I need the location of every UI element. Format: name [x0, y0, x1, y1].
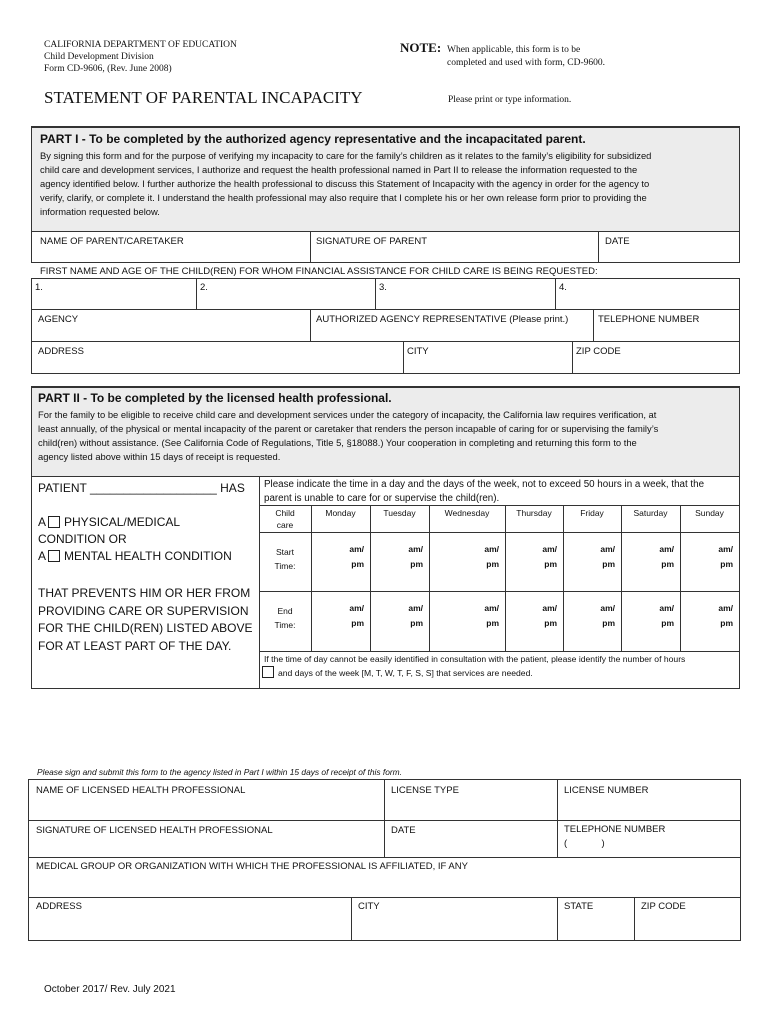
part2-line: least annually, of the physical or mental incapacity of the parent or caretaker that renders the person incapable of caring for or supervising the family’s: [38, 423, 659, 434]
schedule-intro-1: Please indicate the time in a day and the days of the week, not to exceed 50 hours in a week, that the: [264, 479, 705, 490]
professional-zip-field[interactable]: ZIP CODE: [641, 901, 686, 912]
medical-group-field[interactable]: MEDICAL GROUP OR ORGANIZATION WITH WHICH THE PROFESSIONAL IS AFFILIATED, IF ANY: [36, 861, 468, 872]
part1-line: By signing this form and for the purpose of verifying my incapacity to care for the family’s children as it relates to the family’s eligibility for subsidized: [40, 150, 652, 161]
professional-address-field[interactable]: ADDRESS: [36, 901, 82, 912]
part1-line: agency identified below. I further authorize the health professional to discuss this Statement of Incapacity with the agency in order for the agency to: [40, 178, 650, 189]
physical-checkbox[interactable]: [48, 516, 60, 528]
child-field-1[interactable]: 1.: [35, 282, 43, 293]
child-field-2[interactable]: 2.: [200, 282, 208, 293]
hours-checkbox[interactable]: [262, 666, 274, 678]
print-note: Please print or type information.: [448, 95, 572, 105]
day-header: Wednesday: [444, 508, 490, 518]
page-title: STATEMENT OF PARENTAL INCAPACITY: [44, 88, 363, 107]
phone-area-code[interactable]: ( ): [564, 838, 605, 849]
part2-line: For the family to be eligible to receive child care and development services under the category of incapacity, the California law requires verification, at: [38, 409, 657, 420]
part1-line: information requested below.: [40, 206, 160, 217]
start-time-wednesday[interactable]: am/ pm: [484, 544, 499, 569]
revision-footer: October 2017/ Rev. July 2021: [44, 984, 176, 995]
end-time-label: End Time:: [274, 606, 296, 630]
physical-condition-cont: CONDITION OR: [38, 532, 127, 546]
header-division: Child Development Division: [44, 52, 154, 62]
header-dept: CALIFORNIA DEPARTMENT OF EDUCATION: [44, 40, 237, 50]
child-field-4[interactable]: 4.: [559, 282, 567, 293]
part2-heading: PART II - To be completed by the licensed health professional.: [38, 391, 392, 405]
professional-city-field[interactable]: CITY: [358, 901, 380, 912]
end-time-thursday[interactable]: am/ pm: [542, 603, 557, 628]
start-time-monday[interactable]: am/ pm: [349, 544, 364, 569]
physical-condition: A PHYSICAL/MEDICAL: [38, 515, 181, 529]
note-text-1: When applicable, this form is to be: [447, 45, 581, 55]
agency-address-field[interactable]: ADDRESS: [38, 346, 84, 357]
child-care-header: Child care: [275, 508, 295, 530]
patient-field[interactable]: PATIENT ___________________ HAS: [38, 481, 245, 495]
day-header: Sunday: [695, 508, 724, 518]
professional-signature-field[interactable]: SIGNATURE OF LICENSED HEALTH PROFESSIONAL: [36, 825, 273, 836]
day-header: Friday: [580, 508, 604, 518]
agency-city-field[interactable]: CITY: [407, 346, 429, 357]
end-time-friday[interactable]: am/ pm: [600, 603, 615, 628]
submit-instruction: Please sign and submit this form to the agency listed in Part I within 15 days of receipt of this form.: [37, 767, 402, 777]
agency-zip-field[interactable]: ZIP CODE: [576, 346, 621, 357]
part1-heading: PART I - To be completed by the authorized agency representative and the incapacitated parent.: [40, 132, 586, 146]
parent-name-field[interactable]: NAME OF PARENT/CARETAKER: [40, 236, 184, 247]
start-time-friday[interactable]: am/ pm: [600, 544, 615, 569]
parent-date-field[interactable]: DATE: [605, 236, 630, 247]
end-time-monday[interactable]: am/ pm: [349, 603, 364, 628]
hours-footnote-2: and days of the week [M, T, W, T, F, S, S] that services are needed.: [262, 666, 533, 678]
start-time-label: Start Time:: [274, 547, 296, 571]
start-time-tuesday[interactable]: am/ pm: [408, 544, 423, 569]
part2-line: child(ren) without assistance. (See California Code of Regulations, Title 5, §18088.) Your cooperation in completing and returning this form to the: [38, 437, 637, 448]
address-row: [31, 342, 740, 374]
parent-signature-field[interactable]: SIGNATURE OF PARENT: [316, 236, 428, 247]
day-header: Saturday: [633, 508, 668, 518]
start-time-sunday[interactable]: am/ pm: [718, 544, 733, 569]
agency-field[interactable]: AGENCY: [38, 314, 79, 325]
start-time-thursday[interactable]: am/ pm: [542, 544, 557, 569]
day-header: Tuesday: [383, 508, 416, 518]
end-time-wednesday[interactable]: am/ pm: [484, 603, 499, 628]
professional-name-field[interactable]: NAME OF LICENSED HEALTH PROFESSIONAL: [36, 785, 246, 796]
part2-line: agency listed above within 15 days of receipt is requested.: [38, 451, 281, 462]
professional-phone-field[interactable]: TELEPHONE NUMBER: [564, 824, 666, 835]
children-label: FIRST NAME AND AGE OF THE CHILD(REN) FOR WHOM FINANCIAL ASSISTANCE FOR CHILD CARE IS BEING REQUESTED:: [40, 266, 598, 277]
part1-line: child care and development services, I authorize and request the health professional named in Part II to release the information requested to the: [40, 164, 638, 175]
note-label: NOTE:: [400, 40, 442, 55]
end-time-saturday[interactable]: am/ pm: [659, 603, 674, 628]
start-time-saturday[interactable]: am/ pm: [659, 544, 674, 569]
license-type-field[interactable]: LICENSE TYPE: [391, 785, 459, 796]
day-header: Thursday: [516, 508, 552, 518]
end-time-sunday[interactable]: am/ pm: [718, 603, 733, 628]
child-field-3[interactable]: 3.: [379, 282, 387, 293]
mental-condition: A MENTAL HEALTH CONDITION: [38, 549, 232, 563]
hours-footnote-1: If the time of day cannot be easily identified in consultation with the patient, please identify the number of hours: [264, 654, 686, 664]
license-number-field[interactable]: LICENSE NUMBER: [564, 785, 649, 796]
mental-checkbox[interactable]: [48, 550, 60, 562]
day-header: Monday: [325, 508, 356, 518]
part1-line: verify, clarify, or complete it. I understand the health professional may also require that I complete his or her own release form prior to providing the: [40, 192, 647, 203]
agency-rep-field[interactable]: AUTHORIZED AGENCY REPRESENTATIVE (Please print.): [316, 314, 569, 325]
professional-state-field[interactable]: STATE: [564, 901, 594, 912]
part2-top-rule: [31, 386, 740, 388]
note-text-2: completed and used with form, CD-9600.: [447, 58, 606, 68]
prevents-text: THAT PREVENTS HIM OR HER FROM PROVIDING CARE OR SUPERVISION FOR THE CHILD(REN) LISTED ABOVE FOR AT LEAST PART OF THE DAY.: [38, 586, 253, 653]
agency-phone-field[interactable]: TELEPHONE NUMBER: [598, 314, 700, 325]
end-time-tuesday[interactable]: am/ pm: [408, 603, 423, 628]
schedule-intro-2: parent is unable to care for or supervise the child(ren).: [264, 493, 500, 504]
part1-top-rule: [31, 126, 740, 128]
professional-date-field[interactable]: DATE: [391, 825, 416, 836]
form-id: Form CD-9606, (Rev. June 2008): [44, 64, 172, 74]
